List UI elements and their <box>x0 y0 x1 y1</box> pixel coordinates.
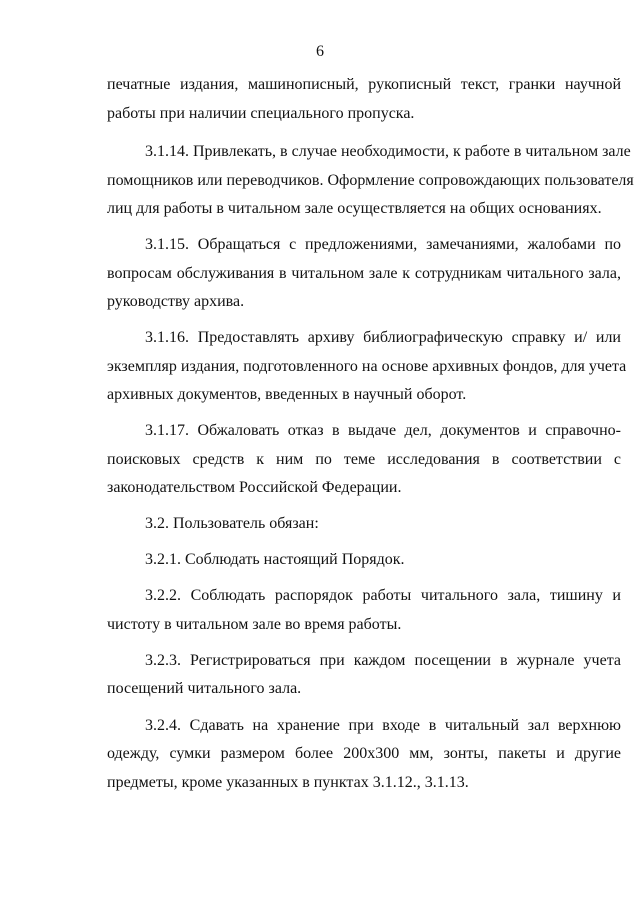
paragraph-line: вопросам обслуживания в читальном зале к сотрудникам читального зала, <box>107 265 621 282</box>
page-number: 6 <box>316 43 324 60</box>
paragraph-line: посещений читального зала. <box>107 680 302 697</box>
paragraph-line: предметы, кроме указанных в пунктах 3.1.12., 3.1.13. <box>107 774 469 791</box>
paragraph-first-line: 3.2.1. Соблюдать настоящий Порядок. <box>145 551 405 568</box>
section-heading: 3.2. Пользователь обязан: <box>145 515 319 532</box>
paragraph-first-line: 3.1.16. Предоставлять архиву библиографическую справку и/ или <box>145 329 621 346</box>
paragraph-line: работы при наличии специального пропуска. <box>107 105 415 122</box>
paragraph-first-line: 3.2.2. Соблюдать распорядок работы читального зала, тишину и <box>145 587 621 604</box>
paragraph-first-line: 3.1.14. Привлекать, в случае необходимости, к работе в читальном зале <box>145 143 631 160</box>
paragraph-line: лиц для работы в читальном зале осуществляется на общих основаниях. <box>107 200 602 217</box>
paragraph-first-line: 3.1.17. Обжаловать отказ в выдаче дел, документов и справочно- <box>145 422 621 439</box>
paragraph-line: экземпляр издания, подготовленного на основе архивных фондов, для учета <box>107 358 627 375</box>
paragraph-first-line: 3.1.15. Обращаться с предложениями, замечаниями, жалобами по <box>145 236 621 253</box>
paragraph-line: руководству архива. <box>107 293 245 310</box>
paragraph-first-line: 3.2.3. Регистрироваться при каждом посещении в журнале учета <box>145 652 621 669</box>
paragraph-first-line: 3.2.4. Сдавать на хранение при входе в читальный зал верхнюю <box>145 717 621 734</box>
paragraph-line: чистоту в читальном зале во время работы. <box>107 616 402 633</box>
paragraph-line: печатные издания, машинописный, рукописный текст, гранки научной <box>107 76 621 93</box>
paragraph-line: архивных документов, введенных в научный оборот. <box>107 386 467 403</box>
paragraph-line: помощников или переводчиков. Оформление сопровождающих пользователя <box>107 172 634 189</box>
paragraph-line: законодательством Российской Федерации. <box>107 479 402 496</box>
paragraph-line: поисковых средств к ним по теме исследования в соответствии с <box>107 451 621 468</box>
paragraph-line: одежду, сумки размером более 200х300 мм, зонты, пакеты и другие <box>107 745 621 762</box>
